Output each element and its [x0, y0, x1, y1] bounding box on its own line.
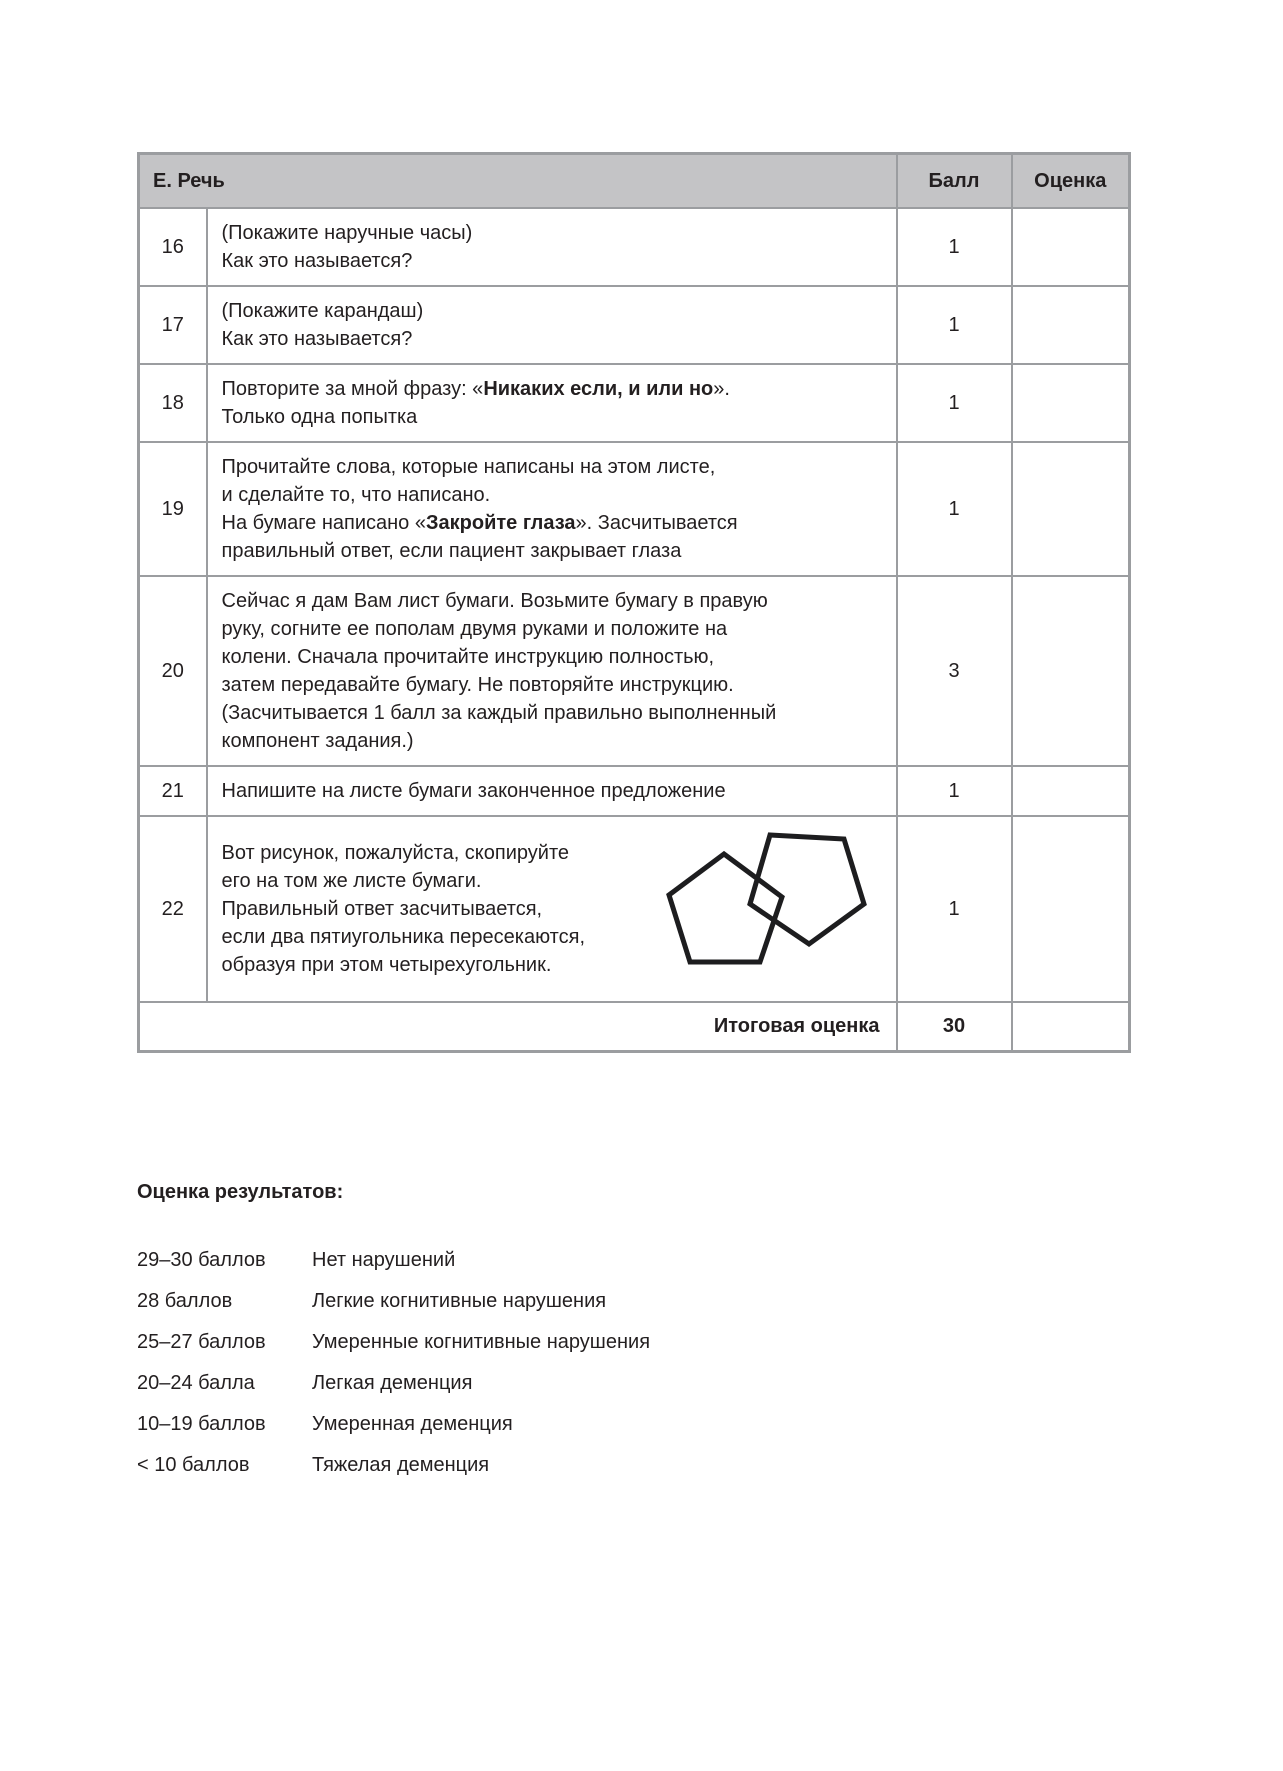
legend-score-range: 28 баллов — [137, 1290, 233, 1312]
column-header-score: Балл — [897, 154, 1012, 209]
legend-diagnosis: Легкая деменция — [312, 1372, 473, 1394]
task-line: Прочитайте слова, которые написаны на этом листе, — [221, 456, 716, 478]
rating-cell — [1012, 766, 1130, 816]
task-line: (Покажите карандаш) — [221, 300, 424, 322]
task-line: Как это называется? — [221, 328, 413, 350]
task-cell — [207, 286, 897, 364]
score-value: 1 — [897, 816, 1012, 1002]
table-total-row — [139, 1002, 1130, 1052]
task-line: правильный ответ, если пациент закрывает глаза — [221, 540, 682, 562]
task-line: его на том же листе бумаги. — [221, 870, 482, 892]
table-row-19 — [139, 442, 1130, 576]
task-line: Повторите за мной фразу: «Никаких если, и или но». — [221, 378, 730, 400]
item-number: 19 — [139, 442, 207, 576]
table-row-16 — [139, 208, 1130, 286]
task-line: Вот рисунок, пожалуйста, скопируйте — [221, 842, 570, 864]
rating-cell — [1012, 1002, 1130, 1052]
task-line: Правильный ответ засчитывается, — [221, 898, 543, 920]
score-value: 1 — [897, 208, 1012, 286]
legend-score-range: 10–19 баллов — [137, 1413, 266, 1435]
two-intersecting-pentagons-icon — [652, 827, 884, 985]
task-cell — [207, 442, 897, 576]
task-line: Напишите на листе бумаги законченное предложение — [221, 780, 726, 802]
table-row-22 — [139, 816, 1130, 1002]
rating-cell — [1012, 442, 1130, 576]
task-line: (Покажите наручные часы) — [221, 222, 473, 244]
task-text-block — [222, 839, 647, 979]
item-number: 22 — [139, 816, 207, 1002]
table-header-row — [139, 154, 1130, 209]
task-line: руку, согните ее пополам двумя руками и положите на — [221, 618, 728, 640]
table-row-18 — [139, 364, 1130, 442]
table-row-20 — [139, 576, 1130, 766]
item-number: 20 — [139, 576, 207, 766]
legend-diagnosis: Легкие когнитивные нарушения — [312, 1290, 607, 1312]
rating-cell — [1012, 576, 1130, 766]
task-cell — [207, 208, 897, 286]
task-cell — [207, 816, 897, 1002]
column-header-rating: Оценка — [1012, 154, 1130, 209]
table-row-21 — [139, 766, 1130, 816]
section-title: Е. Речь — [139, 154, 897, 209]
task-line: колени. Сначала прочитайте инструкцию полностью, — [221, 646, 715, 668]
speech-section-table — [137, 152, 1131, 1053]
legend-score-range: 29–30 баллов — [137, 1249, 266, 1271]
legend-title: Оценка результатов: — [137, 1181, 344, 1203]
task-cell — [207, 576, 897, 766]
task-line: Сейчас я дам Вам лист бумаги. Возьмите бумагу в правую — [221, 590, 768, 612]
score-value: 1 — [897, 442, 1012, 576]
rating-cell — [1012, 816, 1130, 1002]
rating-cell — [1012, 208, 1130, 286]
task-line: компонент задания.) — [221, 730, 414, 752]
legend-item — [137, 1369, 1131, 1397]
task-line: и сделайте то, что написано. — [221, 484, 491, 506]
score-value: 1 — [897, 364, 1012, 442]
task-line: образуя при этом четырехугольник. — [221, 954, 552, 976]
results-legend — [137, 1181, 1131, 1479]
item-number: 18 — [139, 364, 207, 442]
task-line: Как это называется? — [221, 250, 413, 272]
legend-score-range: 25–27 баллов — [137, 1331, 266, 1353]
task-line: На бумаге написано «Закройте глаза». Засчитывается — [221, 512, 738, 534]
legend-diagnosis: Нет нарушений — [312, 1249, 456, 1271]
item-number: 17 — [139, 286, 207, 364]
task-line: затем передавайте бумагу. Не повторяйте инструкцию. — [221, 674, 734, 696]
page-content — [137, 152, 1131, 1492]
legend-item — [137, 1287, 1131, 1315]
task-line: (Засчитывается 1 балл за каждый правильно выполненный — [221, 702, 777, 724]
legend-item — [137, 1246, 1131, 1274]
task-line: если два пятиугольника пересекаются, — [221, 926, 585, 948]
legend-item — [137, 1451, 1131, 1479]
task-cell — [207, 766, 897, 816]
rating-cell — [1012, 286, 1130, 364]
item-number: 16 — [139, 208, 207, 286]
legend-diagnosis: Умеренная деменция — [312, 1413, 513, 1435]
total-label: Итоговая оценка — [139, 1002, 897, 1052]
rating-cell — [1012, 364, 1130, 442]
pentagons-figure — [652, 827, 888, 991]
legend-diagnosis: Умеренные когнитивные нарушения — [312, 1331, 651, 1353]
score-value: 1 — [897, 286, 1012, 364]
legend-score-range: 20–24 балла — [137, 1372, 255, 1394]
legend-diagnosis: Тяжелая деменция — [312, 1454, 490, 1476]
score-value: 1 — [897, 766, 1012, 816]
table-row-17 — [139, 286, 1130, 364]
legend-item — [137, 1410, 1131, 1438]
item-number: 21 — [139, 766, 207, 816]
legend-item — [137, 1328, 1131, 1356]
task-line: Только одна попытка — [221, 406, 418, 428]
legend-score-range: < 10 баллов — [137, 1454, 250, 1476]
task-cell — [207, 364, 897, 442]
score-value: 3 — [897, 576, 1012, 766]
total-score-value: 30 — [897, 1002, 1012, 1052]
